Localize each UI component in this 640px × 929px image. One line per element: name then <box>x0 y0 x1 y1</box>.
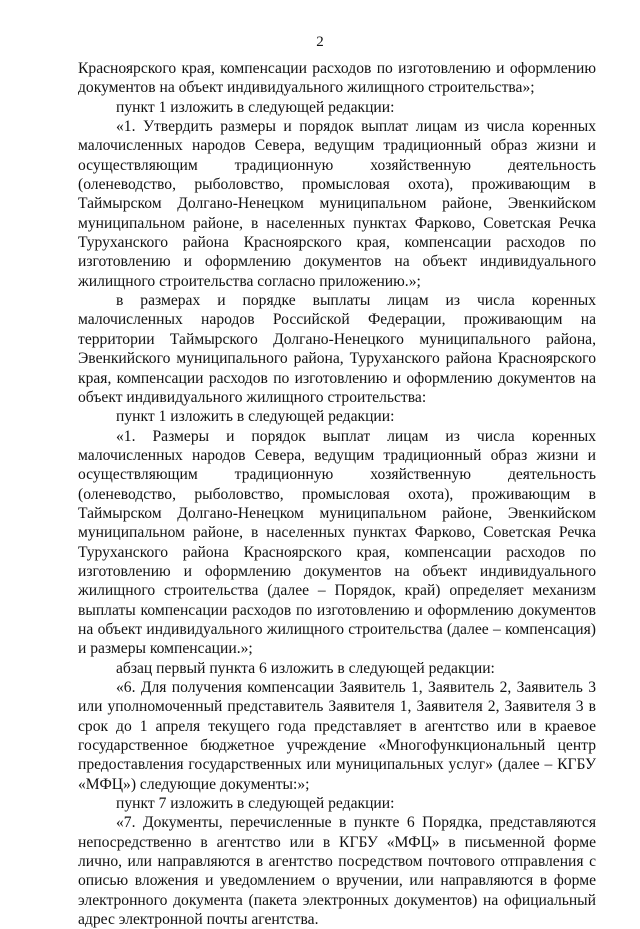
page-number: 2 <box>316 34 324 50</box>
paragraph: «1. Утвердить размеры и порядок выплат лицам из числа коренных малочисленных народов Севера, ведущим традиционный образ жизни и осуществляющим традиционную хозяйственную деятельность (оленеводство, рыболовство, промысловая охота), проживающим в Таймырском Долгано-Ненецком муниципальном районе, Эвенкийском муниципальном районе, в населенных пунктах Фарково, Советская Речка Туруханского района Красноярского края, компенсации расходов по изготовлению и оформлению документов на объект индивидуального жилищного строительства согласно приложению.»; <box>78 118 596 290</box>
paragraph: в размерах и порядке выплаты лицам из числа коренных малочисленных народов Российской Федерации, проживающим на территории Таймырского Долгано-Ненецкого муниципального района, Эвенкийского муниципального района, Туруханского района Красноярского края, компенсации расходов по изготовлению и оформлению документов на объект индивидуального жилищного строительства: <box>78 292 596 406</box>
paragraph: «1. Размеры и порядок выплат лицам из числа коренных малочисленных народов Севера, ведущим традиционный образ жизни и осуществляющим традиционную хозяйственную деятельность (оленеводство, рыболовство, промысловая охота), проживающим в Таймырском Долгано-Ненецком муниципальном районе, Эвенкийском муниципальном районе, в населенных пунктах Фарково, Советская Речка Туруханского района Красноярского края, компенсации расходов по изготовлению и оформлению документов на объект индивидуального жилищного строительства (далее – Порядок, край) определяет механизм выплаты компенсации расходов по изготовлению и оформлению документов на объект индивидуального жилищного строительства (далее – компенсация) и размеры компенсации.»; <box>78 427 596 658</box>
paragraph: пункт 1 изложить в следующей редакции: <box>116 98 395 116</box>
paragraph: пункт 1 изложить в следующей редакции: <box>116 408 395 426</box>
paragraph: «6. Для получения компенсации Заявитель 1, Заявитель 2, Заявитель 3 или уполномоченный представитель Заявителя 1, Заявителя 2, Заявителя 3 в срок до 1 апреля текущего года представляет в агентство или в краевое государственное бюджетное учреждение «Многофункциональный центр предоставления государственных или муниципальных услуг» (далее – КГБУ «МФЦ») следующие документы:»; <box>78 679 596 793</box>
paragraph: Красноярского края, компенсации расходов по изготовлению и оформлению документов на объект индивидуального жилищного строительства»; <box>78 60 596 97</box>
paragraph: «7. Документы, перечисленные в пункте 6 Порядка, представляются непосредственно в агентство или в КГБУ «МФЦ» в письменной форме лично, или направляются в агентство посредством почтового отправления с описью вложения и уведомлением о вручении, или направляются в форме электронного документа (пакета электронных документов) на официальный адрес электронной почты агентства. <box>78 814 596 929</box>
document-body <box>78 59 596 929</box>
paragraph: абзац первый пункта 6 изложить в следующей редакции: <box>116 659 495 677</box>
paragraph: пункт 7 изложить в следующей редакции: <box>116 795 395 813</box>
